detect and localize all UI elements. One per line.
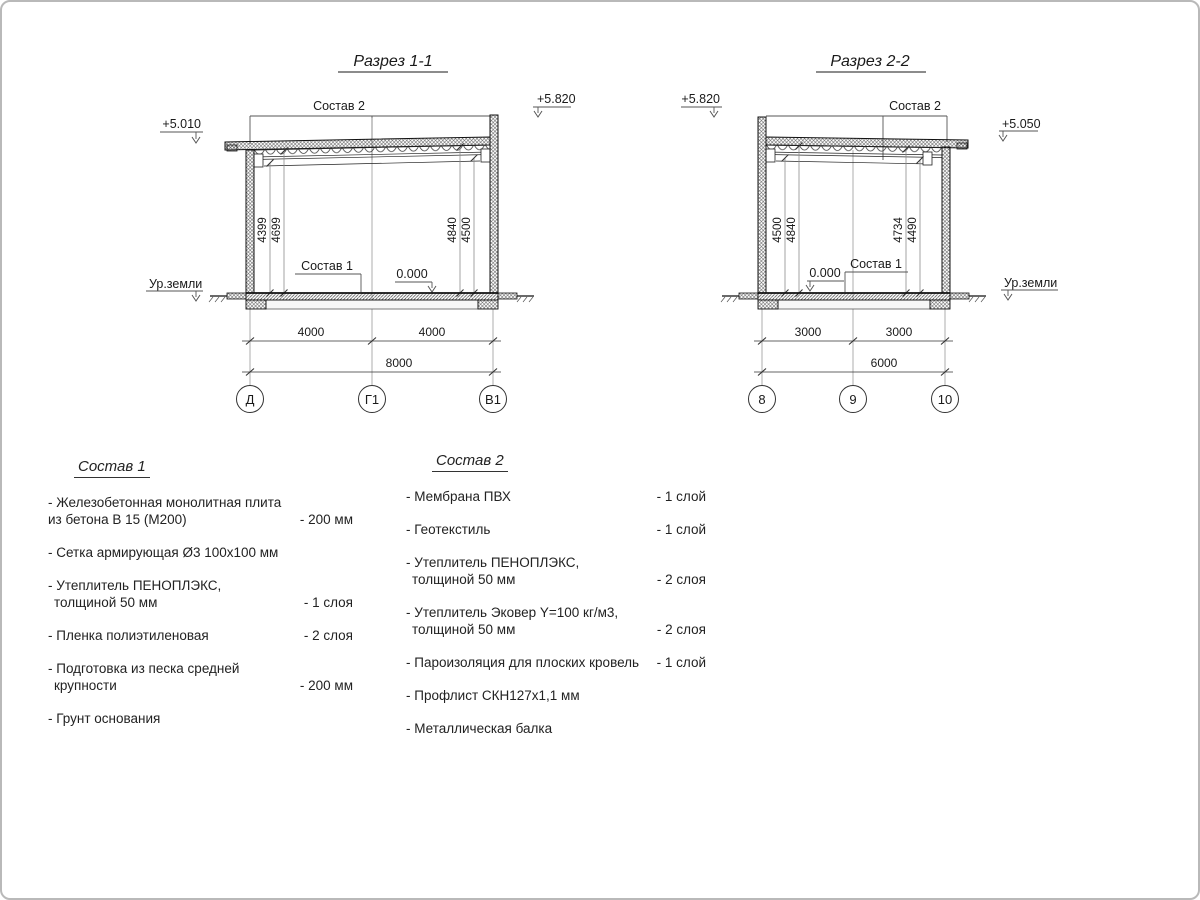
dim-4000-a: 4000	[297, 325, 325, 339]
axis-bubbles-1	[237, 386, 507, 413]
floor-composition-leader-2	[845, 272, 908, 292]
elevation-left-2	[681, 92, 722, 117]
section-2-2	[681, 53, 1058, 413]
material-item: - Железобетонная монолитная плита из бетона В 15 (М200) - 200 мм	[48, 495, 353, 527]
dim-4840: 4840	[447, 217, 459, 243]
material-item: - Утеплитель ПЕНОПЛЭКС, толщиной 50 мм - 1 слоя	[48, 578, 353, 610]
svg-text:+5.820: +5.820	[681, 92, 720, 106]
material-item: - Мембрана ПВХ - 1 слой	[406, 489, 706, 504]
dim-4399: 4399	[257, 217, 269, 243]
wall-right-1	[490, 115, 498, 293]
svg-text:Ур.земли: Ур.земли	[149, 277, 203, 291]
floor-assembly-2	[721, 293, 986, 309]
dim-4500: 4500	[461, 217, 473, 243]
dim-4500-2: 4500	[772, 217, 784, 243]
dim-3000-a: 3000	[794, 325, 822, 339]
bottom-dims-2	[754, 325, 953, 376]
elevation-left-1	[160, 117, 203, 143]
wall-left-2	[758, 117, 766, 293]
elevation-right-1	[533, 92, 576, 117]
roof-composition-label-2: Состав 2	[889, 99, 941, 113]
beam-seat-left-1	[254, 154, 263, 167]
svg-text:0.000: 0.000	[809, 266, 841, 280]
roof-composition-label-1: Состав 2	[313, 99, 365, 113]
dim-3000-b: 3000	[885, 325, 913, 339]
bottom-dims-1	[242, 325, 501, 376]
svg-text:+5.050: +5.050	[1002, 117, 1041, 131]
axis-D: Д	[245, 392, 255, 407]
material-item: - Пароизоляция для плоских кровель - 1 слой	[406, 655, 706, 670]
beam-seat-right-1	[481, 149, 490, 162]
roof-beams-2	[766, 152, 942, 164]
zero-level-1	[395, 267, 436, 292]
ground-level-2	[1001, 276, 1058, 300]
axis-10: 10	[937, 392, 953, 407]
dim-4734: 4734	[893, 217, 905, 243]
material-item: - Профлист СКН127х1,1 мм	[406, 688, 580, 703]
beam-seat-left-2	[766, 149, 775, 162]
wall-right-2	[942, 147, 950, 293]
dim-8000: 8000	[385, 356, 413, 370]
composition-1-title: Состав 1	[74, 458, 150, 478]
section-2-2-title: Разрез 2-2	[830, 53, 910, 70]
height-dims-2	[772, 143, 924, 297]
wall-left-1	[246, 150, 254, 293]
roof-edge-cap-1	[227, 145, 237, 151]
axis-V1: В1	[485, 392, 501, 407]
ground-level-1	[146, 277, 203, 301]
floor-assembly-1	[209, 293, 534, 309]
composition-1-list	[48, 458, 353, 743]
axis-8: 8	[758, 392, 766, 407]
svg-text:Ур.земли: Ур.земли	[1004, 276, 1058, 290]
beam-seat-right-2	[923, 152, 932, 165]
axis-G1: Г1	[364, 392, 380, 407]
material-item: - Пленка полиэтиленовая - 2 слоя	[48, 628, 353, 643]
floor-composition-label-1: Состав 1	[301, 259, 353, 273]
section-1-1-title: Разрез 1-1	[353, 53, 433, 70]
axis-9: 9	[849, 392, 857, 407]
svg-text:+5.820: +5.820	[537, 92, 576, 106]
elevation-right-2	[999, 117, 1041, 141]
dim-4840-2: 4840	[786, 217, 798, 243]
material-item: - Подготовка из песка средней крупности - 200 мм	[48, 661, 353, 693]
axis-lines-1	[250, 118, 493, 385]
material-item: - Геотекстиль - 1 слой	[406, 522, 706, 537]
floor-composition-label-2: Состав 1	[850, 257, 902, 271]
dim-4699: 4699	[271, 217, 283, 243]
material-item: - Сетка армирующая Ø3 100х100 мм	[48, 545, 279, 560]
section-1-1	[146, 53, 576, 413]
floor-composition-leader-1	[295, 274, 361, 292]
composition-2-list	[406, 452, 706, 753]
dim-4000-b: 4000	[418, 325, 446, 339]
zero-level-2	[806, 266, 844, 291]
svg-text:0.000: 0.000	[396, 267, 428, 281]
dim-6000: 6000	[870, 356, 898, 370]
material-item: - Утеплитель Эковер Y=100 кг/м3, толщиной 50 мм - 2 слоя	[406, 605, 706, 637]
dim-4490: 4490	[907, 217, 919, 243]
axis-bubbles-2	[749, 386, 959, 413]
composition-2-title: Состав 2	[432, 452, 508, 472]
roof-edge-cap-2	[957, 143, 967, 149]
material-item: - Грунт основания	[48, 711, 161, 726]
material-item: - Металлическая балка	[406, 721, 553, 736]
svg-text:+5.010: +5.010	[162, 117, 201, 131]
height-dims-1	[257, 144, 478, 297]
material-item: - Утеплитель ПЕНОПЛЭКС, толщиной 50 мм - 2 слоя	[406, 555, 706, 587]
